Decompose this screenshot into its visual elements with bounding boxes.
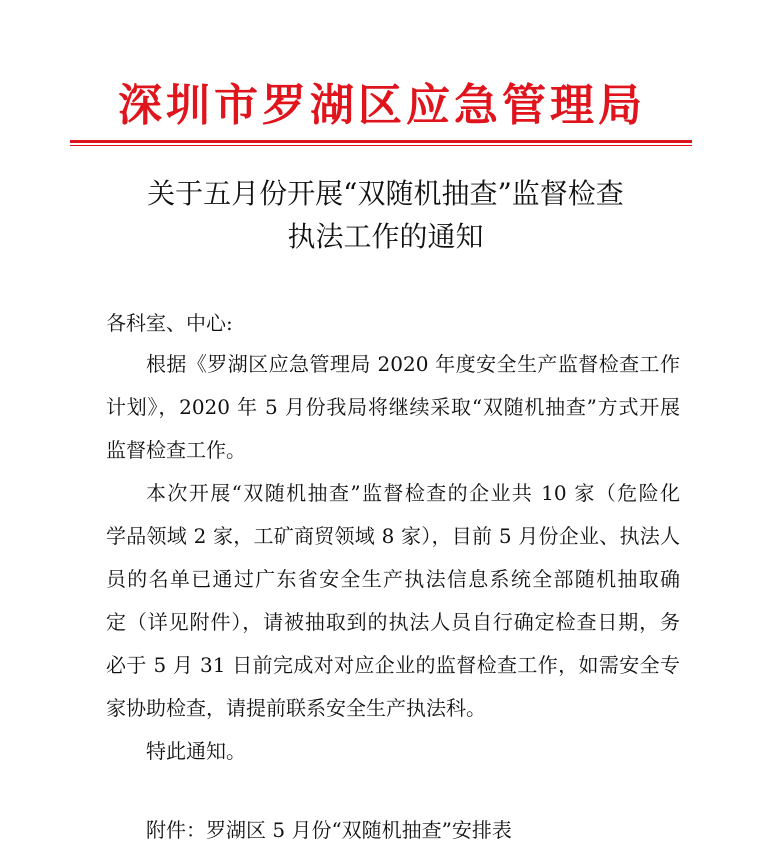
paragraph-1-line: 根据《罗湖区应急管理局 2020 年度安全生产监督检查工作: [146, 352, 680, 376]
paragraph-2-line: 学品领域 2 家，工矿商贸领域 8 家），目前 5 月份企业、执法人: [106, 524, 680, 548]
document-title-line-2: 执法工作的通知: [287, 220, 484, 253]
paragraph-2-line: 定（详见附件），请被抽取到的执法人员自行确定检查日期，务: [106, 610, 680, 634]
paragraph-1-line: 监督检查工作。: [106, 438, 246, 462]
salutation: 各科室、中心:: [106, 311, 233, 335]
paragraph-2-line: 员的名单已通过广东省安全生产执法信息系统全部随机抽取确: [106, 567, 680, 591]
agency-masthead: 深圳市罗湖区应急管理局: [118, 80, 646, 131]
document-title-line-1: 关于五月份开展“双随机抽查”监督检查: [147, 177, 624, 210]
paragraph-2-line: 本次开展“双随机抽查”监督检查的企业共 10 家（危险化: [146, 481, 680, 505]
closing-remark: 特此通知。: [146, 739, 246, 763]
paragraph-1-line: 计划》，2020 年 5 月份我局将继续采取“双随机抽查”方式开展: [106, 395, 680, 419]
paragraph-2-line: 必于 5 月 31 日前完成对对应企业的监督检查工作，如需安全专: [106, 653, 680, 677]
masthead-red-rule: [70, 140, 692, 143]
masthead-red-rule-thin: [70, 145, 692, 146]
paragraph-2-line: 家协助检查，请提前联系安全生产执法科。: [106, 696, 486, 720]
attachment-note: 附件：罗湖区 5 月份“双随机抽查”安排表: [146, 818, 512, 842]
